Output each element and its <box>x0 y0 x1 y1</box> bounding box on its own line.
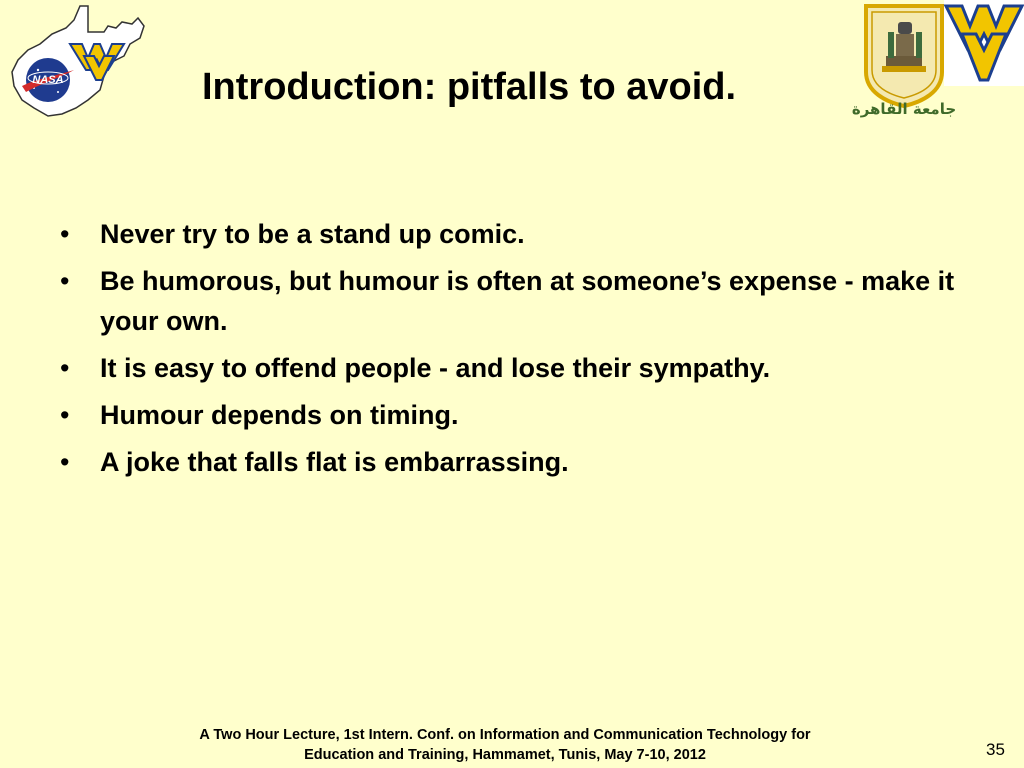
bullet-mark: • <box>60 447 70 477</box>
wvu-logo <box>944 0 1024 86</box>
footer-line-2: Education and Training, Hammamet, Tunis, May 7-10, 2012 <box>304 747 706 763</box>
bullet-text: It is easy to offend people - and lose their sympathy. <box>100 353 771 383</box>
bullet-text: Humour depends on timing. <box>100 400 459 430</box>
svg-text:جامعة القاهرة: جامعة القاهرة <box>851 100 957 118</box>
nasa-wv-space-grant-logo <box>4 4 190 122</box>
bullet-item <box>60 214 960 254</box>
bullet-text: A joke that falls flat is embarrassing. <box>100 447 569 477</box>
bullet-item <box>60 395 960 435</box>
bullet-text: Never try to be a stand up comic. <box>100 219 525 249</box>
bullet-mark: • <box>60 400 70 430</box>
bullet-mark: • <box>60 353 70 383</box>
bullet-list <box>60 214 960 489</box>
cairo-university-logo <box>851 2 957 120</box>
bullet-item <box>60 261 960 341</box>
svg-text:NASA: NASA <box>32 74 64 86</box>
slide-title: Introduction: pitfalls to avoid. <box>202 66 737 108</box>
footer-line-1: A Two Hour Lecture, 1st Intern. Conf. on Information and Communication Technology for <box>199 727 811 743</box>
bullet-mark: • <box>60 219 70 249</box>
slide-number: 35 <box>986 740 1005 759</box>
bullet-mark: • <box>60 266 70 296</box>
bullet-item <box>60 442 960 482</box>
wvu-flying-wv-icon <box>946 6 1022 80</box>
west-virginia-outline-icon <box>12 6 144 116</box>
bullet-item <box>60 348 960 388</box>
slide-footer <box>120 725 890 765</box>
bullet-text: Be humorous, but humour is often at someone’s expense - make it your own. <box>100 266 955 336</box>
